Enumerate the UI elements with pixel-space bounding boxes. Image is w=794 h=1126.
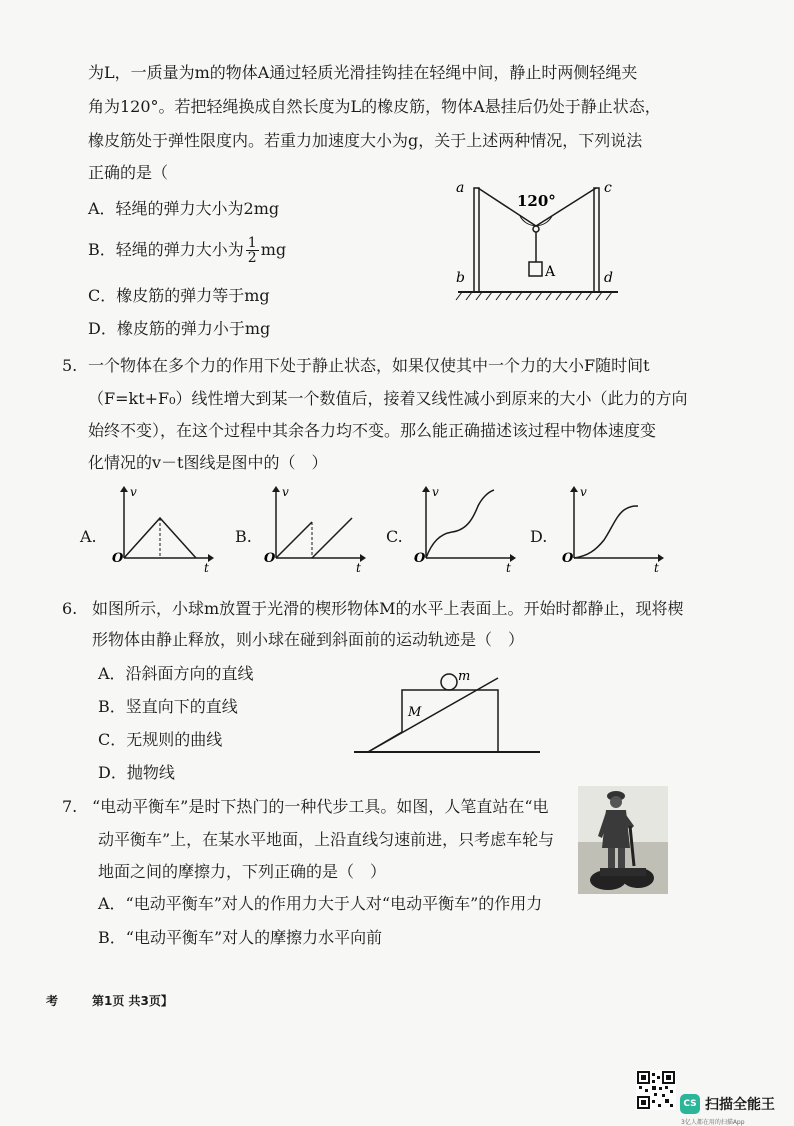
scanner-app-name: 扫描全能王: [705, 1097, 775, 1113]
q5-line3: 始终不变），在这个过程中其余各力均不变。那么能正确描述该过程中物体速度变: [88, 421, 657, 440]
q4-point-a: a: [456, 180, 465, 196]
q4-point-d: d: [604, 270, 613, 286]
footer-page-number: 第1页 共3页】: [92, 994, 173, 1008]
q4-point-b: b: [456, 270, 465, 286]
q6-ball-label: m: [458, 669, 471, 684]
q7-balance-car-photo: [578, 786, 668, 894]
q5-graph-c-label: C.: [386, 527, 403, 546]
q5-line1: 一个物体在多个力的作用下处于静止状态，如果仅使其中一个力的大小F随时间t: [88, 356, 650, 375]
q6-line1: 如图所示，小球m放置于光滑的楔形物体M的水平上表面上。开始时都静止，现将楔: [92, 599, 684, 618]
q5-graph-a-v-label: v: [130, 485, 137, 499]
q4-option-b-text: B．轻绳的弹力大小为: [88, 240, 244, 259]
q5-graph-d-t-label: t: [654, 561, 659, 575]
q5-graph-d-v-label: v: [580, 485, 587, 499]
q5-number: 5.: [62, 356, 78, 375]
q5-graph-b-t-label: t: [356, 561, 361, 575]
q4-mass-label: A: [545, 264, 556, 280]
camscanner-logo-icon: CS: [680, 1094, 700, 1114]
q4-option-a: A．轻绳的弹力大小为2mg: [88, 199, 280, 218]
q5-graph-a: [110, 484, 215, 576]
q5-graph-b-origin: O: [264, 551, 276, 566]
q4-option-b-unit: mg: [260, 240, 287, 259]
qr-code-icon: [636, 1070, 676, 1110]
q4-angle-label: 120°: [517, 192, 556, 210]
q4-line1: 为L，一质量为m的物体A通过轻质光滑挂钩挂在轻绳中间，静止时两侧轻绳夹: [88, 63, 638, 82]
q7-number: 7.: [62, 797, 78, 816]
q7-line3: 地面之间的摩擦力，下列正确的是（ ）: [98, 862, 387, 881]
q5-graph-c-v-label: v: [432, 485, 439, 499]
q5-graph-c-origin: O: [414, 551, 426, 566]
q6-line2: 形物体由静止释放，则小球在碰到斜面前的运动轨迹是（ ）: [92, 630, 525, 649]
q5-graph-b-v-label: v: [282, 485, 289, 499]
q4-option-d: D．橡皮筋的弹力小于mg: [88, 319, 271, 338]
q4-line2: 角为120°。若把轻绳换成自然长度为L的橡皮筋，物体A悬挂后仍处于静止状态，: [88, 97, 661, 116]
q5-graph-c-t-label: t: [506, 561, 511, 575]
q4-line4: 正确的是（: [88, 163, 169, 182]
q4-option-c: C．橡皮筋的弹力等于mg: [88, 286, 270, 305]
q5-line2: （F=kt+F₀）线性增大到某一个数值后，接着又线性减小到原来的大小（此力的方向: [88, 389, 688, 408]
q7-option-b: B．“电动平衡车”对人的摩擦力水平向前: [98, 928, 383, 947]
q5-graph-a-label: A.: [80, 527, 97, 546]
q5-graph-a-origin: O: [112, 551, 124, 566]
q5-graph-a-t-label: t: [204, 561, 209, 575]
q7-line1: “电动平衡车”是时下热门的一种代步工具。如图，人笔直站在“电: [92, 797, 549, 816]
q6-wedge-label: M: [408, 705, 422, 720]
q5-graph-b: [262, 484, 367, 576]
q5-graph-b-label: B.: [235, 527, 252, 546]
q6-option-d: D．抛物线: [98, 763, 175, 782]
q5-graph-d-label: D.: [530, 527, 548, 546]
q4-line3: 橡皮筋处于弹性限度内。若重力加速度大小为g，关于上述两种情况，下列说法: [88, 131, 643, 150]
q6-option-a: A．沿斜面方向的直线: [98, 664, 254, 683]
footer-left: 考: [46, 994, 59, 1008]
q4-point-c: c: [604, 180, 612, 196]
q5-line4: 化情况的v－t图线是图中的（ ）: [88, 453, 328, 472]
q6-option-c: C．无规则的曲线: [98, 730, 223, 749]
q4-rope-figure: [448, 174, 628, 302]
q4-option-b: [88, 236, 286, 265]
q7-line2: 动平衡车”上，在某水平地面，上沿直线匀速前进，只考虑车轮与: [98, 830, 555, 849]
q5-graph-c: [412, 484, 517, 576]
q6-option-b: B．竖直向下的直线: [98, 697, 238, 716]
scanner-app-tagline: 3亿人都在用的扫描App: [681, 1119, 745, 1126]
q6-wedge-figure: [352, 668, 542, 760]
q4-option-b-fraction: $\frac{1}{2}$: [247, 235, 257, 266]
q7-option-a: A．“电动平衡车”对人的作用力大于人对“电动平衡车”的作用力: [98, 894, 543, 913]
q6-number: 6.: [62, 599, 78, 618]
q5-graph-d-origin: O: [562, 551, 574, 566]
q5-graph-d: [560, 484, 665, 576]
